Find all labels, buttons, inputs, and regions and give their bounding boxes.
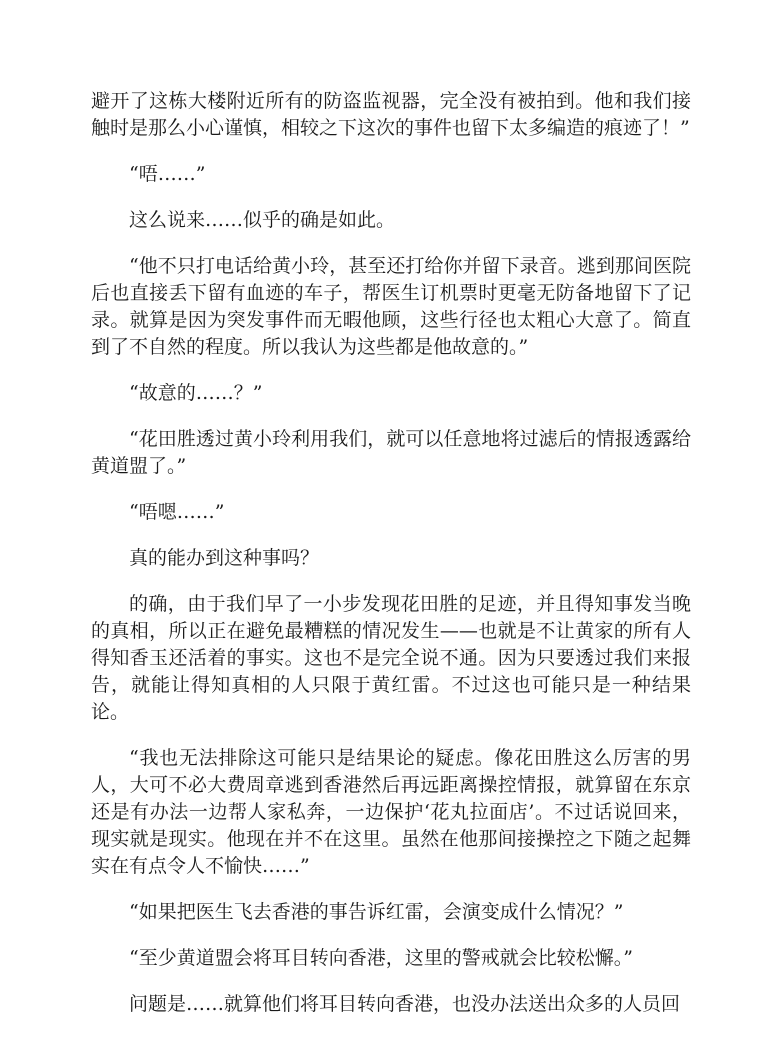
paragraph-6: “花田胜透过黄小玲利用我们，就可以任意地将过滤后的情报透露给黄道盟了。” bbox=[91, 428, 691, 477]
paragraph-12: “至少黄道盟会将耳目转向香港，这里的警戒就会比较松懈。” bbox=[129, 947, 633, 969]
paragraph-1: 避开了这栋大楼附近所有的防盗监视器，完全没有被拍到。他和我们接触时是那么小心谨慎，相较之下这次的事件也留下太多编造的痕迹了！” bbox=[91, 90, 691, 139]
paragraph-11: “如果把医生飞去香港的事告诉红雷，会演变成什么情况？” bbox=[129, 901, 624, 923]
paragraph-3: 这么说来……似乎的确是如此。 bbox=[129, 209, 396, 231]
paragraph-9: 的确，由于我们早了一小步发现花田胜的足迹，并且得知事发当晚的真相，所以正在避免最糟糕的情况发生——也就是不让黄家的所有人得知香玉还活着的事实。这也不是完全说不通。因为只要透过我们来报告，就能让得知真相的人只限于黄红雷。不过这也可能只是一种结果论。 bbox=[91, 593, 691, 723]
paragraph-7: “唔嗯……” bbox=[129, 501, 225, 523]
paragraph-8: 真的能办到这种事吗？ bbox=[129, 547, 320, 569]
paragraph-4: “他不只打电话给黄小玲，甚至还打给你并留下录音。逃到那间医院后也直接丢下留有血迹的车子，帮医生订机票时更毫无防备地留下了记录。就算是因为突发事件而无暇他顾，这些行径也太粗心大意了。简直到了不自然的程度。所以我认为这些都是他故意的。” bbox=[91, 255, 691, 358]
paragraph-13: 问题是……就算他们将耳目转向香港，也没办法送出众多的人员回 bbox=[129, 993, 681, 1015]
paragraph-5: “故意的……？” bbox=[129, 382, 263, 404]
paragraph-2: “唔……” bbox=[129, 163, 206, 185]
paragraph-10: “我也无法排除这可能只是结果论的疑虑。像花田胜这么厉害的男人，大可不必大费周章逃到香港然后再远距离操控情报，就算留在东京还是有办法一边帮人家私奔，一边保护‘花丸拉面店’。不过话说回来，现实就是现实。他现在并不在这里。虽然在他那间接操控之下随之起舞实在有点令人不愉快……” bbox=[91, 747, 691, 877]
text-body bbox=[91, 88, 691, 1037]
